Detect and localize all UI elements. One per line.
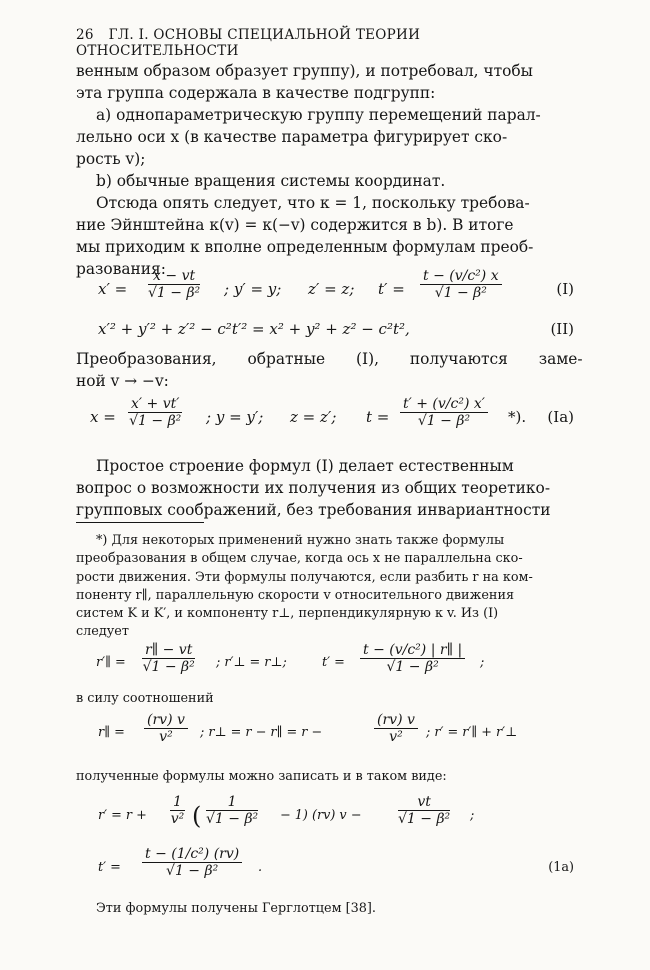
text-line: b) обычные вращения системы координат. [96, 172, 446, 190]
eq-relation: ; y′ = y; [224, 280, 282, 298]
eq-relation: z = z′; [290, 408, 337, 426]
eq-lhs: r′∥ = [96, 655, 126, 670]
eq-relation: ; r⊥ = r − r∥ = r − [200, 725, 323, 740]
text-line: разования: [76, 260, 166, 278]
text-line: рость v); [76, 150, 146, 168]
fraction: $\frac{vt}{\text{√1 − β²}}$ [398, 794, 451, 827]
eq-punct: . [258, 860, 263, 875]
page-number: 26 [76, 27, 94, 43]
eq-lhs: t′ = [322, 655, 345, 670]
eq-relation: ; y = y′; [206, 408, 264, 426]
eq-lhs: x = [90, 408, 116, 426]
eq-punct: ; [480, 655, 485, 670]
eq-relation: − 1) (rv) v − [280, 808, 362, 823]
fraction: $\frac{(rv) v}{\text{v²}}$ [374, 712, 418, 745]
fraction: $\frac{\text{t − (1/c²) (rv)}}{\text{√1 − β²}}$ [142, 846, 242, 879]
connector-text: в силу соотношений [76, 691, 214, 706]
equation-I [76, 268, 574, 312]
footnote-line: систем K и K′, и компоненту r⊥, перпендикулярную к v. Из (I) [76, 606, 499, 622]
eq-relation: z′ = z; [308, 280, 355, 298]
footnote-line: поненту r∥, параллельную скорости v относительного движения [76, 587, 515, 603]
fraction: $\frac{\text{t − (v/c²) x}}{\text{√1 − β²}}$ [420, 268, 502, 301]
paragraph-simple-structure [76, 455, 574, 521]
eq-lhs: t = [366, 408, 390, 426]
eq-punct: ; [470, 808, 475, 823]
footnote-equation-2 [76, 712, 574, 756]
open-paren: ( [192, 802, 202, 830]
equation-label: (II) [550, 320, 574, 338]
eq-relation: ; r′ = r′∥ + r′⊥ [426, 725, 518, 740]
eq-relation: ; r′⊥ = r⊥; [216, 655, 287, 670]
equation-label: (1a) [548, 860, 574, 875]
fraction: $\frac{(rv) v}{\text{v²}}$ [144, 712, 188, 745]
fraction: $\frac{\text{t − (v/c²) | r∥ |}}{\text{√1 − β²}}$ [360, 642, 465, 675]
fraction: $\frac{\text{t′ + (v/c²) x′}}{\text{√1 − β²}}$ [400, 396, 488, 429]
text-line: лельно оси x (в качестве параметра фигурирует ско- [76, 128, 508, 146]
eq-lhs: x′ = [98, 280, 128, 298]
eq-lhs: t′ = [378, 280, 405, 298]
text-line: ние Эйнштейна κ(v) = κ(−v) содержится в b). В итоге [76, 216, 514, 234]
eq-lhs: r′ = r + [98, 808, 147, 823]
fraction: $\frac{r\parallel - vt}{\text{√1 − β²}}$ [142, 642, 195, 675]
fraction: $\frac{1}{\text{v²}}$ [170, 794, 185, 827]
equation-Ia [76, 396, 574, 440]
equation-II [76, 320, 574, 342]
text-line: венным образом образует группу), и потребовал, чтобы [76, 62, 533, 80]
fraction: $\frac{x' + vt'}{\text{√1 − β²}}$ [129, 396, 182, 429]
text-line: групповых соображений, без требования инвариантности [76, 501, 551, 519]
text-line: Преобразования, обратные (I), получаются заме- [76, 350, 583, 368]
paragraph-subgroups [76, 60, 574, 192]
text-line: Отсюда опять следует, что κ = 1, поскольку требова- [96, 194, 530, 212]
eq-text: x′² + y′² + z′² − c²t′² = x² + y² + z² − c²t², [98, 320, 410, 338]
text-line: Простое строение формул (I) делает естественным [96, 457, 514, 475]
connector-text: полученные формулы можно записать и в таком виде: [76, 769, 447, 784]
footnote-equation-4 [76, 846, 574, 892]
footnote-line: рости движения. Эти формулы получаются, если разбить r на ком- [76, 569, 533, 585]
eq-lhs: t′ = [98, 860, 121, 875]
footnote-divider [76, 522, 204, 523]
footnote-line: следует [76, 624, 129, 640]
running-header [76, 27, 576, 59]
footnote-equation-3 [76, 794, 574, 840]
footnote-marker: *). [508, 408, 527, 426]
fraction: $\frac{1}{\text{√1 − β²}}$ [206, 794, 259, 827]
footnote-closing: Эти формулы получены Герглотцем [38]. [96, 901, 376, 916]
paragraph-inverse [76, 348, 583, 392]
eq-lhs: r∥ = [98, 725, 125, 740]
equation-label: (Ia) [547, 408, 574, 426]
text-line: эта группа содержала в качестве подгрупп: [76, 84, 436, 102]
footnote-line: *) Для некоторых применений нужно знать также формулы [96, 533, 505, 548]
footnote [76, 532, 576, 642]
text-line: a) однопараметрическую группу перемещений парал- [96, 106, 541, 124]
text-line: ной v → −v: [76, 372, 169, 390]
paragraph-conclusion [76, 192, 574, 280]
footnote-line: преобразования в общем случае, когда ось x не параллельна ско- [76, 551, 523, 567]
running-title: ГЛ. I. ОСНОВЫ СПЕЦИАЛЬНОЙ ТЕОРИИ ОТНОСИТЕЛЬНОСТИ [76, 27, 421, 59]
fraction: $\frac{x - vt}{\text{√1 − β²}}$ [148, 268, 201, 301]
equation-label: (I) [556, 280, 574, 298]
text-line: вопрос о возможности их получения из общих теоретико- [76, 479, 551, 497]
text-line: мы приходим к вполне определенным формулам преоб- [76, 238, 534, 256]
footnote-equation-1 [76, 642, 574, 690]
